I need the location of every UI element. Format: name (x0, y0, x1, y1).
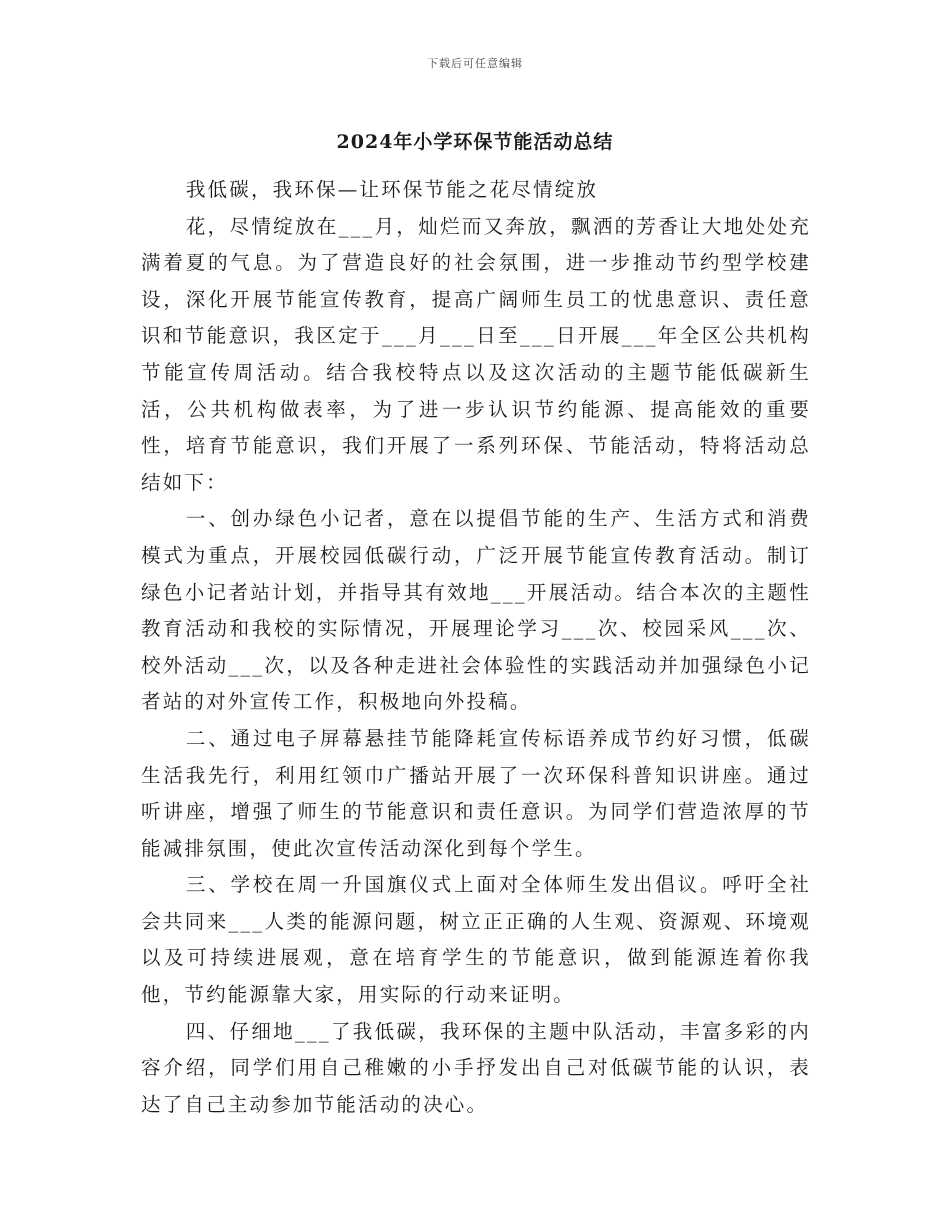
paragraph-section-3: 三、学校在周一升国旗仪式上面对全体师生发出倡议。呼吁全社会共同来___人类的能源问题，树立正正确的人生观、资源观、环境观以及可持续进展观，意在培育学生的节能意识，做到能源连着你我他，节约能源靠大家，用实际的行动来证明。 (141, 873, 811, 1007)
document-title: 2024年小学环保节能活动总结 (336, 131, 614, 153)
paragraph-section-1: 一、创办绿色小记者，意在以提倡节能的生产、生活方式和消费模式为重点，开展校园低碳行动，广泛开展节能宣传教育活动。制订绿色小记者站计划，并指导其有效地___开展活动。结合本次的主题性教育活动和我校的实际情况，开展理论学习___次、校园采风___次、校外活动___次，以及各种走进社会体验性的实践活动并加强绿色小记者站的对外宣传工作，积极地向外投稿。 (141, 507, 811, 714)
paragraph-section-4: 四、仔细地___了我低碳，我环保的主题中队活动，丰富多彩的内容介绍，同学们用自己稚嫩的小手抒发出自己对低碳节能的认识，表达了自己主动参加节能活动的决心。 (141, 1019, 811, 1116)
header-note: 下载后可任意编辑 (427, 57, 523, 70)
paragraph-subtitle: 我低碳，我环保—让环保节能之花尽情绽放 (185, 178, 599, 201)
paragraph-section-2: 二、通过电子屏幕悬挂节能降耗宣传标语养成节约好习惯，低碳生活我先行，利用红领巾广播站开展了一次环保科普知识讲座。通过听讲座，增强了师生的节能意识和责任意识。为同学们营造浓厚的节能减排氛围，使此次宣传活动深化到每个学生。 (141, 726, 811, 860)
paragraph-intro: 花，尽情绽放在___月，灿烂而又奔放，飘洒的芳香让大地处处充满着夏的气息。为了营造良好的社会氛围，进一步推动节约型学校建设，深化开展节能宣传教育，提高广阔师生员工的忧患意识、责任意识和节能意识，我区定于___月___日至___日开展___年全区公共机构节能宣传周活动。结合我校特点以及这次活动的主题节能低碳新生活，公共机构做表率，为了进一步认识节约能源、提高能效的重要性，培育节能意识，我们开展了一系列环保、节能活动，特将活动总结如下： (141, 214, 811, 494)
document-body (141, 172, 811, 1123)
